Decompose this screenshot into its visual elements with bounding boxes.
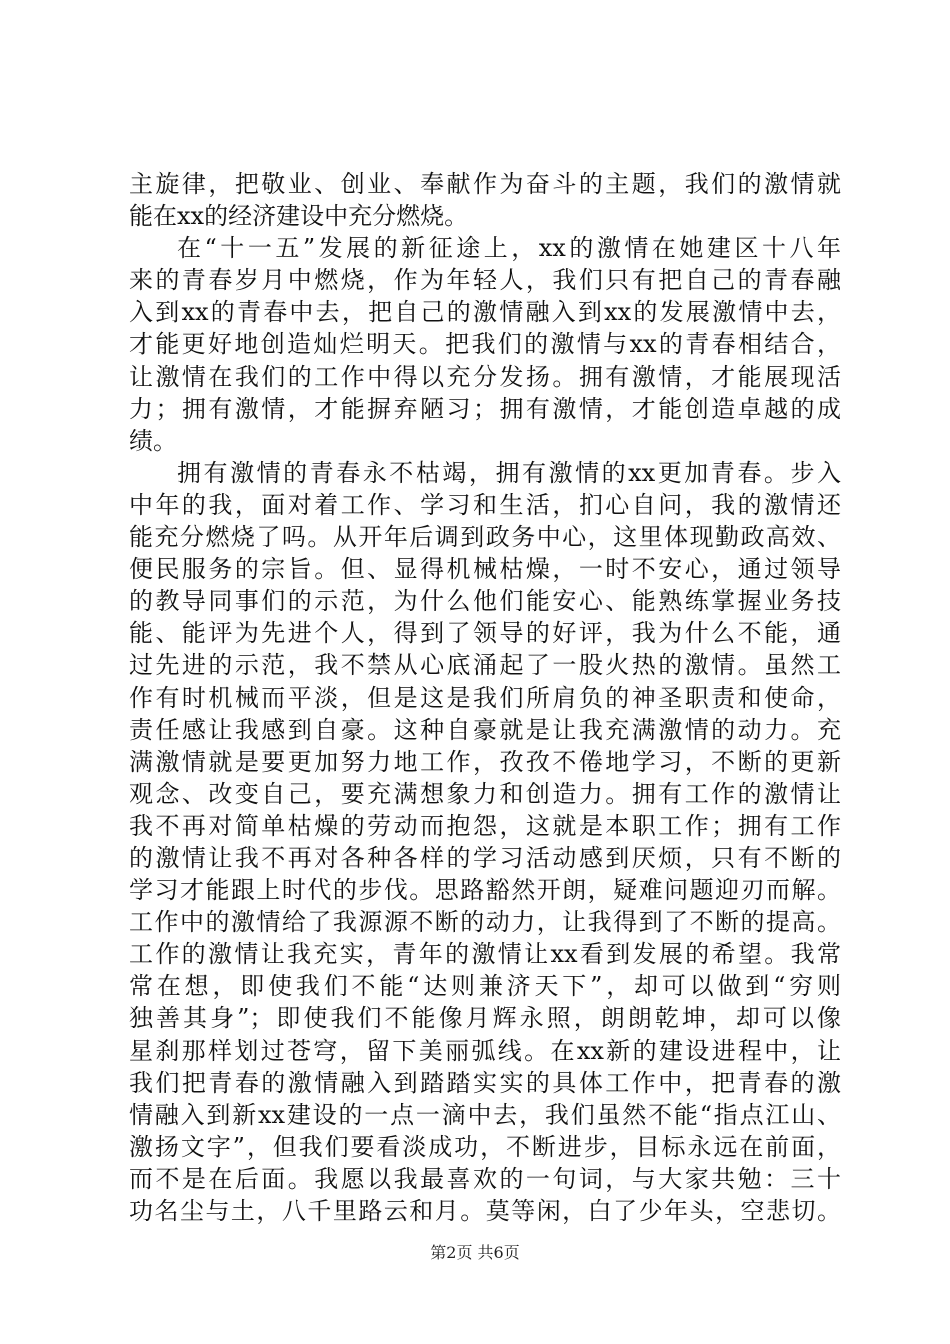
text-line: 能充分燃烧了吗。从开年后调到政务中心，这里体现勤政高效、 [129,523,841,552]
body-text [129,168,841,1227]
text-line: 绩。 [129,426,177,455]
text-line: 情融入到新xx建设的一点一滴中去，我们虽然不能“指点江山、 [129,1100,841,1129]
text-line: 便民服务的宗旨。但、显得机械枯燥，一时不安心，通过领导 [129,555,841,584]
text-line: 而不是在后面。我愿以我最喜欢的一句词，与大家共勉：三十 [129,1164,841,1193]
text-line: 功名尘与土，八千里路云和月。莫等闲，白了少年头，空悲切。 [129,1197,841,1225]
text-line: 作有时机械而平淡，但是这是我们所肩负的神圣职责和使命， [129,683,841,712]
text-line: 主旋律，把敬业、创业、奉献作为奋斗的主题，我们的激情就 [129,170,841,198]
text-line: 入到xx的青春中去，把自己的激情融入到xx的发展激情中去， [129,298,841,327]
text-line: 责任感让我感到自豪。这种自豪就是让我充满激情的动力。充 [129,715,841,744]
text-line: 工作的激情让我充实，青年的激情让xx看到发展的希望。我常 [129,940,841,969]
text-line: 我不再对简单枯燥的劳动而抱怨，这就是本职工作；拥有工作 [129,811,841,840]
text-line: 来的青春岁月中燃烧，作为年轻人，我们只有把自己的青春融 [129,266,841,295]
text-line: 让激情在我们的工作中得以充分发扬。拥有激情，才能展现活 [129,362,841,391]
text-line: 星刹那样划过苍穹，留下美丽弧线。在xx新的建设进程中，让 [129,1036,841,1065]
text-line: 中年的我，面对着工作、学习和生活，扪心自问，我的激情还 [129,490,841,519]
text-line: 能在xx的经济建设中充分燃烧。 [129,202,469,231]
text-line: 我们把青春的激情融入到踏踏实实的具体工作中，把青春的激 [129,1068,841,1097]
text-line: 学习才能跟上时代的步伐。思路豁然开朗，疑难问题迎刃而解。 [129,876,841,905]
text-line: 激扬文字”，但我们要看淡成功，不断进步，目标永远在前面， [129,1132,841,1161]
text-line: 工作中的激情给了我源源不断的动力，让我得到了不断的提高。 [129,908,841,937]
text-line: 独善其身”；即使我们不能像月辉永照，朗朗乾坤，却可以像 [129,1004,841,1033]
text-line: 的激情让我不再对各种各样的学习活动感到厌烦，只有不断的 [129,843,841,872]
paragraph-first-line: 拥有激情的青春永不枯竭，拥有激情的xx更加青春。步入 [177,458,841,487]
text-line: 观念、改变自己，要充满想象力和创造力。拥有工作的激情让 [129,779,841,808]
text-line: 常在想，即使我们不能“达则兼济天下”，却可以做到“穷则 [129,972,841,1001]
text-line: 满激情就是要更加努力地工作，孜孜不倦地学习，不断的更新 [129,747,841,776]
text-line: 过先进的示范，我不禁从心底涌起了一股火热的激情。虽然工 [129,651,841,680]
text-line: 的教导同事们的示范，为什么他们能安心、能熟练掌握业务技 [129,587,841,616]
paragraph-first-line: 在“十一五”发展的新征途上，xx的激情在她建区十八年 [177,234,841,263]
text-line: 能、能评为先进个人，得到了领导的好评，我为什么不能，通 [129,619,841,648]
text-line: 才能更好地创造灿烂明天。把我们的激情与xx的青春相结合， [129,330,841,359]
text-line: 力；拥有激情，才能摒弃陋习；拥有激情，才能创造卓越的成 [129,394,841,423]
page-footer: 第2页 共6页 [430,1243,520,1262]
